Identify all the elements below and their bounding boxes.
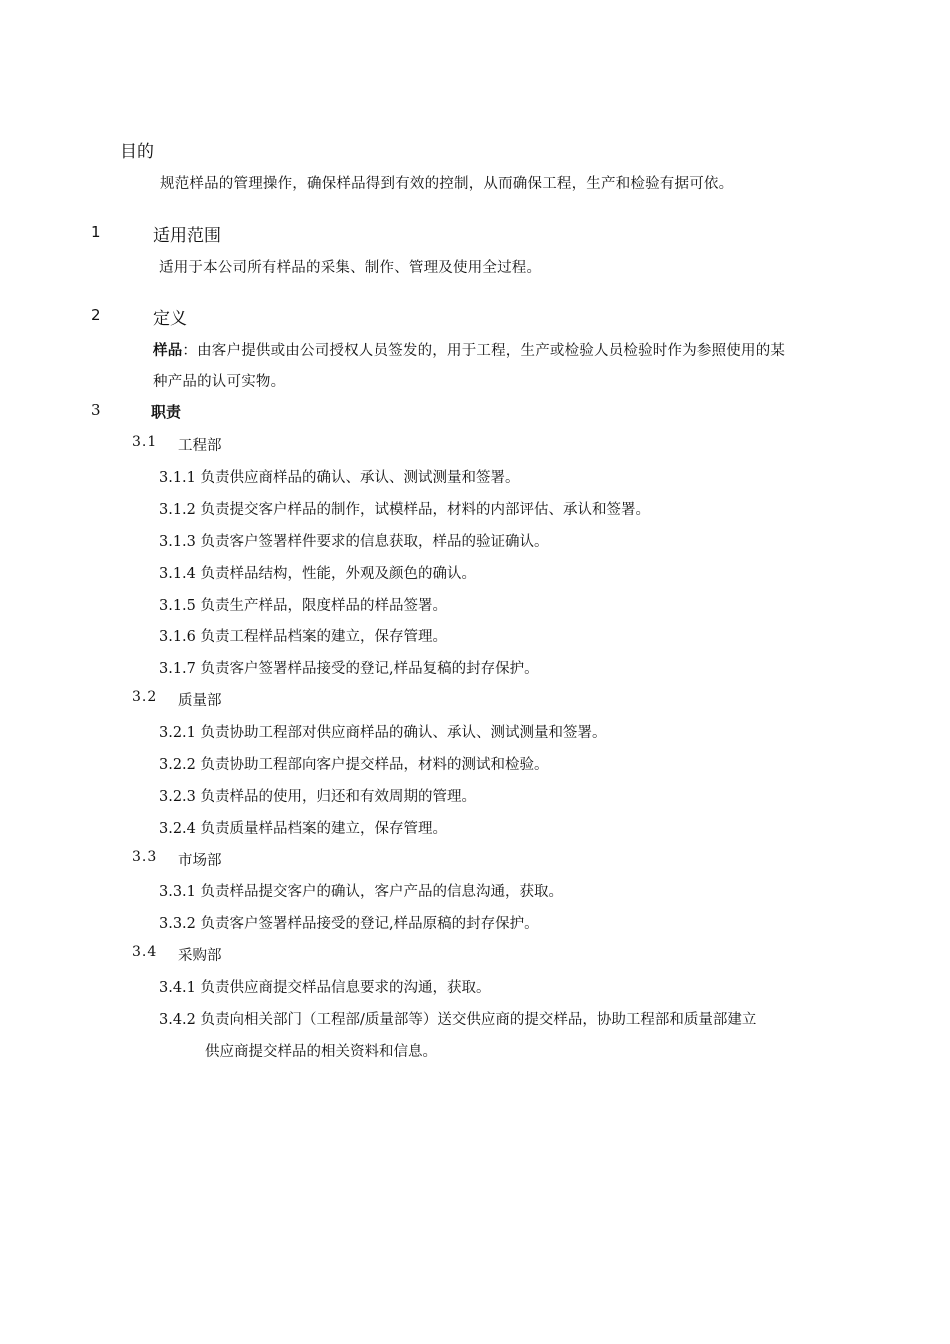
list-item: 3.1.7 负责客户签署样品接受的登记,样品复稿的封存保护。 — [159, 661, 539, 677]
section-dept: 采购部 — [178, 948, 222, 964]
scope-text: 适用于本公司所有样品的采集、制作、管理及使用全过程。 — [159, 260, 542, 276]
list-item: 3.3.2 负责客户签署样品接受的登记,样品原稿的封存保护。 — [159, 916, 539, 932]
list-item: 3.2.4 负责质量样品档案的建立，保存管理。 — [159, 821, 448, 837]
definition-heading: 定义 — [153, 309, 187, 329]
list-item: 3.1.1 负责供应商样品的确认、承认、测试测量和签署。 — [159, 470, 520, 486]
responsibility-number: 3 — [91, 401, 101, 419]
definition-line-1 — [153, 339, 785, 360]
definition-line-2: 种产品的认可实物。 — [153, 374, 286, 390]
scope-number: 1 — [91, 223, 101, 241]
definition-number: 2 — [91, 306, 101, 324]
scope-heading: 适用范围 — [153, 226, 221, 246]
list-item: 3.4.2 负责向相关部门（工程部/质量部等）送交供应商的提交样品，协助工程部和质量部建立 — [159, 1012, 757, 1028]
section-dept: 质量部 — [178, 693, 222, 709]
section-number: 3.1 — [132, 434, 158, 450]
list-item: 3.4.1 负责供应商提交样品信息要求的沟通，获取。 — [159, 980, 491, 996]
section-number: 3.3 — [132, 849, 158, 865]
purpose-text: 规范样品的管理操作，确保样品得到有效的控制，从而确保工程，生产和检验有据可依。 — [160, 176, 734, 192]
list-item-continuation: 供应商提交样品的相关资料和信息。 — [205, 1044, 437, 1060]
list-item: 3.2.3 负责样品的使用，归还和有效周期的管理。 — [159, 789, 477, 805]
responsibility-heading: 职责 — [151, 403, 182, 421]
list-item: 3.3.1 负责样品提交客户的确认，客户产品的信息沟通，获取。 — [159, 884, 564, 900]
section-number: 3.2 — [132, 689, 158, 705]
list-item: 3.1.5 负责生产样品，限度样品的样品签署。 — [159, 598, 448, 614]
definition-term: 样品 — [153, 342, 183, 359]
list-item: 3.1.6 负责工程样品档案的建立，保存管理。 — [159, 629, 448, 645]
section-number: 3.4 — [132, 944, 158, 960]
section-dept: 工程部 — [178, 438, 222, 454]
list-item: 3.1.4 负责样品结构，性能，外观及颜色的确认。 — [159, 566, 477, 582]
list-item: 3.1.3 负责客户签署样件要求的信息获取，样品的验证确认。 — [159, 534, 549, 550]
definition-text: ：由客户提供或由公司授权人员签发的，用于工程，生产或检验人员检验时作为参照使用的某 — [182, 343, 786, 359]
list-item: 3.2.2 负责协助工程部向客户提交样品，材料的测试和检验。 — [159, 757, 549, 773]
purpose-heading: 目的 — [120, 142, 154, 162]
list-item: 3.1.2 负责提交客户样品的制作，试模样品，材料的内部评估、承认和签署。 — [159, 502, 651, 518]
section-dept: 市场部 — [178, 853, 222, 869]
list-item: 3.2.1 负责协助工程部对供应商样品的确认、承认、测试测量和签署。 — [159, 725, 607, 741]
